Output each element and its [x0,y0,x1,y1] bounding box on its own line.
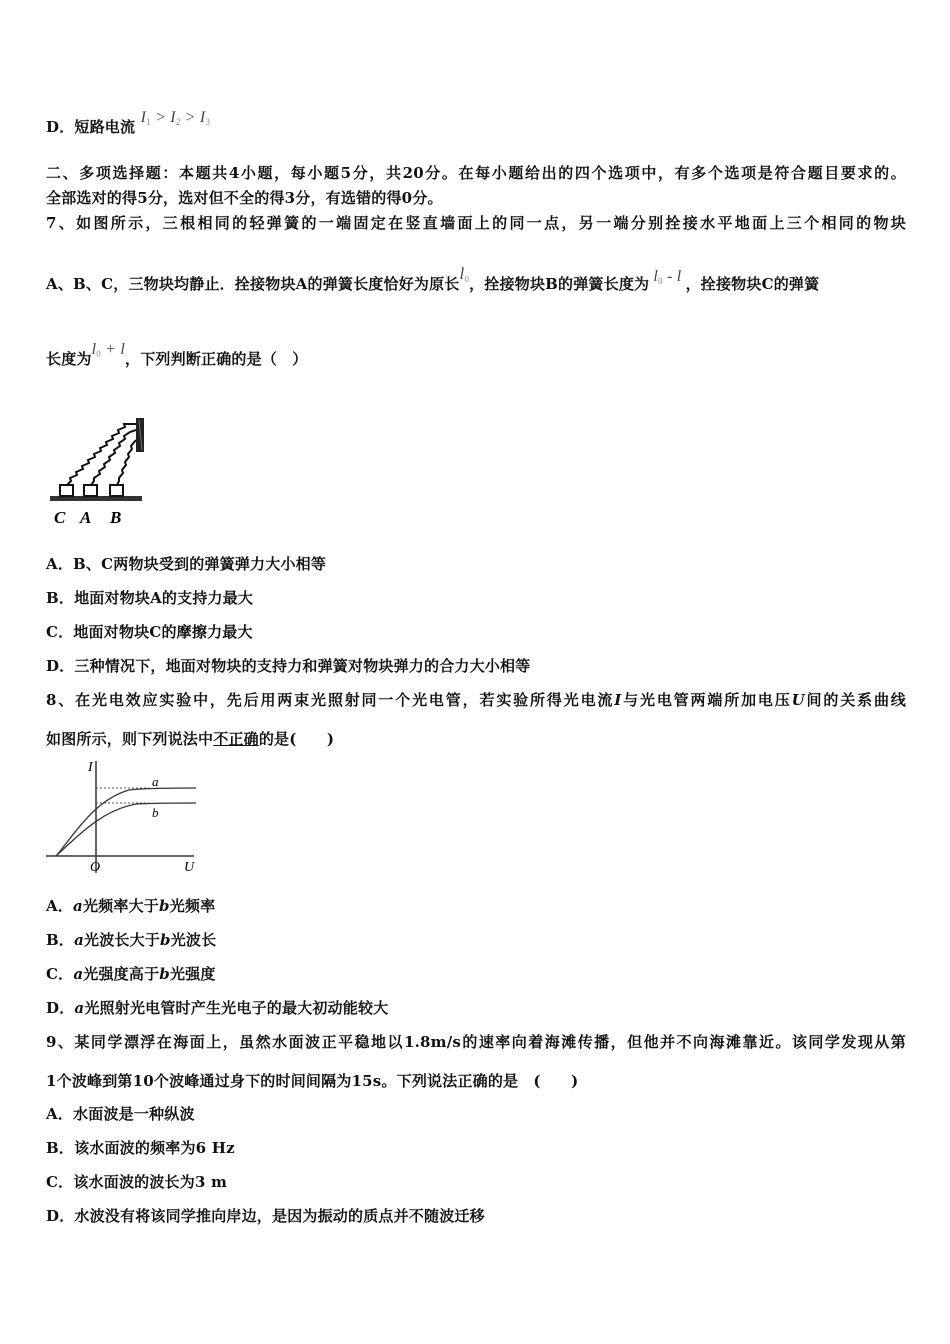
x-axis-label: U [184,860,195,875]
q7-formula-l0: $l_0$ [459,264,470,284]
option-var: a [73,897,83,915]
curve-a-label: a [152,774,159,789]
q8-line1-a: 8、在光电效应实验中，先后用两束光照射同一个光电管，若实验所得光电流 [46,691,615,709]
q8-line1 [46,689,906,710]
option-text2: 光强度 [169,965,216,983]
q7-line2 [46,264,906,294]
q7-option-d: D．三种情况下，地面对物块的支持力和弹簧对物块弹力的合力大小相等 [46,657,531,675]
q8-var-u: U [791,691,805,709]
option-text: 光波长大于 [84,931,161,949]
q7-line2-c: ，拴接物块C的弹簧 [685,275,820,293]
q9-option-b: B．该水面波的频率为6 Hz [46,1139,235,1157]
option-var2: b [160,931,171,949]
option-letter: C． [46,965,74,983]
option-var: a [73,965,84,983]
q8-option-a [46,895,215,916]
q8-iu-graph [44,755,204,880]
option-letter: B． [46,931,75,949]
option-letter: A． [46,897,74,915]
q7-formula-l0-plus-l: $l_0 + l$ [91,341,126,359]
q9-line1: 9、某同学漂浮在海面上，虽然水面波正平稳地以1.8m/s的速率向着海滩传播，但他并不向海滩靠近。该同学发现从第 [46,1033,906,1051]
q8-option-d [46,997,388,1018]
option-var: a [74,999,85,1017]
option-var: a [74,931,85,949]
q8-line2 [46,728,334,749]
label-c: C [54,508,66,527]
q9-option-d: D．水波没有将该同学推向岸边，是因为振动的质点并不随波迁移 [46,1207,485,1225]
q8-var-i: I [614,691,622,709]
q6-option-d-text: D．短路电流 [46,118,136,136]
option-var2: b [159,965,170,983]
label-a: A [80,508,92,527]
option-text: 光频率大于 [82,897,159,915]
q8-line2-a: 如图所示，则下列说法中 [46,730,214,748]
option-text: 光强度高于 [83,965,160,983]
q7-line3 [46,341,308,369]
section2-line1: 二、多项选择题：本题共4小题，每小题5分，共20分。在每小题给出的四个选项中，有多个选项是符合题目要求的。 [46,164,906,182]
section2-line2: 全部选对的得5分，选对但不全的得3分，有选错的得0分。 [46,189,443,207]
q7-formula-l0-minus-l: $l_0$ - l [649,268,686,286]
curve-a [56,788,196,856]
q7-line3-a: 长度为 [46,350,92,368]
q9-line2: 1个波峰到第10个波峰通过身下的时间间隔为15s。下列说法正确的是 ( ) [46,1072,579,1090]
q6-option-d [46,109,211,137]
y-axis-label: I [88,760,93,775]
q8-option-b [46,929,216,950]
spring-c [67,424,136,485]
q7-line1: 7、如图所示，三根相同的轻弹簧的一端固定在竖直墙面上的同一点，另一端分别拴接水平地面上三个相同的物块 [46,214,906,232]
q7-line3-b: ，下列判断正确的是（ ） [125,350,308,368]
q7-option-b: B．地面对物块A的支持力最大 [46,589,254,607]
q7-spring-figure [46,410,156,530]
curve-b-label: b [152,805,159,820]
q6-option-d-formula: $I_1 > I_2 > I_3$ [140,109,211,127]
option-text: 光照射光电管时产生光电子的最大初动能较大 [84,999,389,1017]
option-var2: b [158,897,170,915]
q8-line2-b: 的是( ) [258,730,335,748]
q8-option-c [46,963,216,984]
option-text2: 光频率 [169,897,216,915]
option-letter: D． [46,999,75,1017]
block-a [84,485,97,496]
q8-line1-b: 与光电管两端所加电压 [621,691,792,709]
origin-label: O [90,860,101,875]
q7-option-a: A．B、C两物块受到的弹簧弹力大小相等 [46,555,327,573]
q9-option-a: A．水面波是一种纵波 [46,1105,195,1123]
q7-line2-a: A、B、C，三物块均静止．拴接物块A的弹簧长度恰好为原长 [46,275,460,293]
q7-line2-b: ，拴接物块B的弹簧长度为 [469,275,650,293]
block-c [60,485,73,496]
option-text2: 光波长 [170,931,217,949]
label-b: B [110,508,122,527]
q7-option-c: C．地面对物块C的摩擦力最大 [46,623,253,641]
q8-line2-underline: 不正确 [213,730,259,748]
block-b [110,485,123,496]
q8-line1-c: 间的关系曲线 [804,691,906,709]
q9-option-c: C．该水面波的波长为3 m [46,1173,228,1191]
